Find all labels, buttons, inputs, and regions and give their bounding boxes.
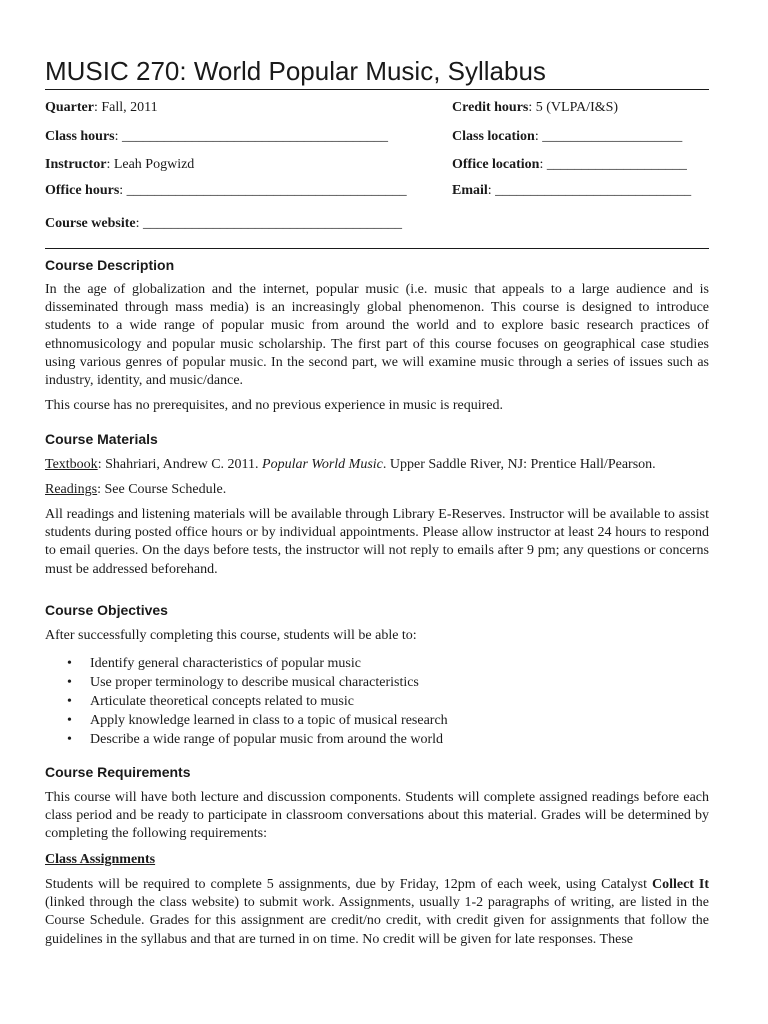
course-description-paragraph: In the age of globalization and the internet, popular music (i.e. music that appeals to a large audience and is disseminated through mass media) is an increasingly global phenomenon. This course is designed to introduce students to a wide range of popular music from around the world and to explore basic research practices of ethnomusicology and popular music scholarship. The first part of this course focuses on geographical case studies using various genres of popular music. In the second part, we will examine music through a series of issues such as industry, identity, and music/dance. [45,282,709,389]
textbook-line [45,456,709,474]
list-item: • Identify general characteristics of popular music [67,656,361,671]
credit-hours-field [452,99,618,117]
textbook-title: Popular World Music [262,457,383,472]
quarter-field [45,99,158,117]
class-hours-field [45,128,388,146]
office-hours-field [45,182,407,200]
credit-hours-value: : 5 (VLPA/I&S) [528,100,619,115]
course-description-heading: Course Description [45,257,175,273]
office-location-field [452,156,687,174]
office-hours-value: : ________________________________________ [119,183,407,198]
office-hours-label: Office hours [45,183,120,198]
quarter-value: : Fall, 2011 [93,100,158,115]
instructor-field [45,156,194,174]
course-website-label: Course website [45,216,136,231]
bullet-icon: • [67,694,72,709]
email-field [452,182,691,200]
page-title: MUSIC 270: World Popular Music, Syllabus [45,56,546,86]
list-item: • Apply knowledge learned in class to a topic of musical research [67,713,448,728]
header-rule [45,248,709,249]
course-website-value: : _____________________________________ [135,216,402,231]
objectives-list [45,654,448,749]
materials-availability-paragraph: All readings and listening materials will be available through Library E-Reserves. Instructor will be available to assist students during posted office hours or by individual appointments. Please allow instructor at least 24 hours to respond to email queries. On the days before tests, the instructor will not reply to emails after 9 pm; any questions or concerns must be addressed beforehand. [45,507,709,577]
readings-label: Readings [45,482,98,497]
list-item: • Describe a wide range of popular music from around the world [67,732,443,747]
credit-hours-label: Credit hours [452,100,529,115]
class-location-value: : ____________________ [534,129,683,144]
readings-line [45,481,709,499]
office-location-value: : ____________________ [539,157,687,172]
class-assignments-heading: Class Assignments [45,852,156,867]
quarter-label: Quarter [45,100,94,115]
class-location-label: Class location [452,129,535,144]
textbook-label: Textbook [45,457,98,472]
course-materials-heading: Course Materials [45,431,158,447]
readings-value: : See Course Schedule. [97,482,227,497]
list-item: • Use proper terminology to describe musical characteristics [67,675,419,690]
list-item: • Articulate theoretical concepts related to music [67,694,354,709]
class-location-field [452,128,682,146]
class-hours-value: : ______________________________________ [114,129,389,144]
email-value: : ____________________________ [487,183,692,198]
bullet-icon: • [67,675,72,690]
course-website-field [45,215,402,233]
bullet-icon: • [67,732,72,747]
office-location-label: Office location [452,157,540,172]
prerequisites-paragraph: This course has no prerequisites, and no previous experience in music is required. [45,398,503,413]
email-label: Email [452,183,488,198]
course-objectives-heading: Course Objectives [45,602,168,618]
bullet-icon: • [67,656,72,671]
course-requirements-heading: Course Requirements [45,764,191,780]
bullet-icon: • [67,713,72,728]
instructor-value: : Leah Pogwizd [106,157,195,172]
collect-it-text: Collect It [651,877,710,892]
objectives-intro: After successfully completing this course, students will be able to: [45,628,417,643]
class-hours-label: Class hours [45,129,115,144]
assignments-paragraph: Students will be required to complete 5 assignments, due by Friday, 12pm of each week, using Catalyst Collect It (linked through the class website) to submit work. Assignments, usually 1-2 paragraphs of writing, are listed in the Course Schedule. Grades for this assignment are credit/no credit, with credit given for assignments that follow the guidelines in the syllabus and that are turned in on time. No credit will be given for late responses. These [45,877,710,947]
textbook-citation-post: . Upper Saddle River, NJ: Prentice Hall/Pearson. [382,457,656,472]
instructor-label: Instructor [45,157,107,172]
textbook-citation-pre: : Shahriari, Andrew C. 2011. [97,457,263,472]
title-rule [45,89,709,90]
requirements-paragraph: This course will have both lecture and discussion components. Students will complete assigned readings before each class period and be ready to participate in classroom conversations about this material. Grades will be determined by completing the following requirements: [45,790,709,842]
